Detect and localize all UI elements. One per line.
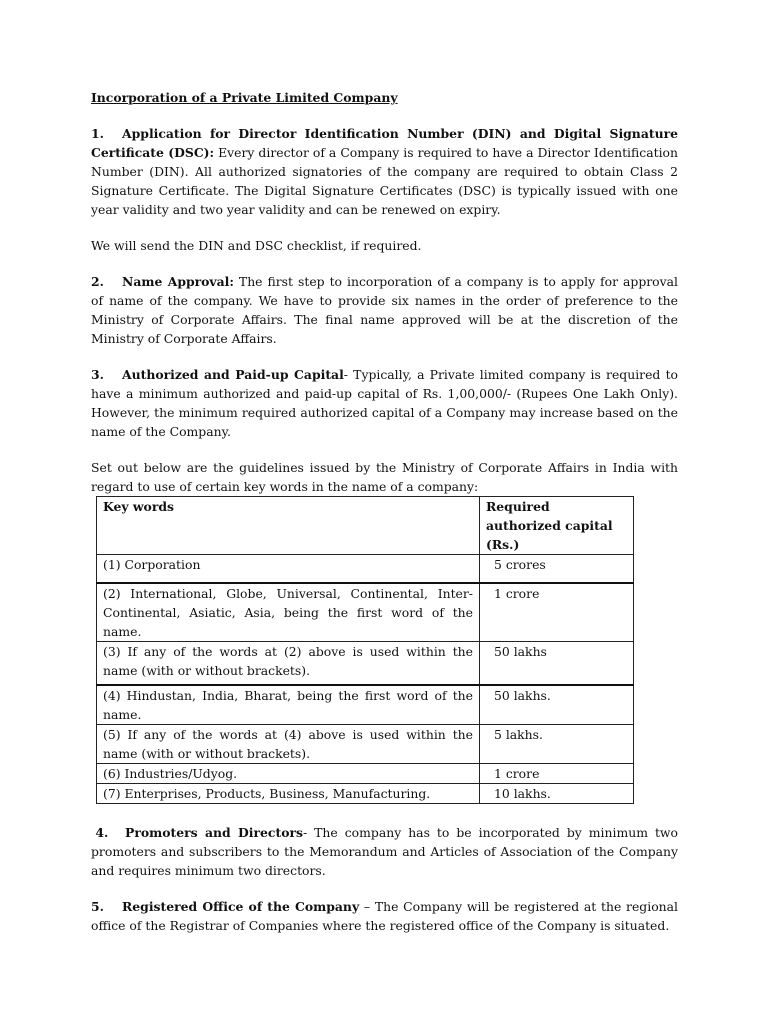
section-text: The first step to incorporation of a company is to apply for approval of name of the company. We have to provide six names in the order of preference to the Ministry of Corporate Affairs. The final name approved will be at the discretion of the Ministry of Corporate Affairs. xyxy=(91,274,678,346)
table-header-capital: Required authorized capital (Rs.) xyxy=(480,497,634,555)
section-heading: Registered Office of the Company xyxy=(122,899,360,914)
section-registered-office xyxy=(91,897,678,935)
table-row xyxy=(97,764,634,784)
table-header-row xyxy=(97,497,634,555)
section-text: - The company has to be incorporated by minimum two promoters and subscribers to the Memorandum and Articles of Association of the Company and requires minimum two directors. xyxy=(91,825,678,878)
section-text: - Typically, a Private limited company is required to have a minimum authorized and paid-up capital of Rs. 1,00,000/- (Rupees One Lakh Only). However, the minimum required authorized capital of a Company may increase based on the name of the Company. xyxy=(91,367,679,439)
table-cell-capital: 5 lakhs. xyxy=(480,725,634,764)
checklist-note: We will send the DIN and DSC checklist, if required. xyxy=(91,238,422,253)
section-din-dsc xyxy=(91,124,678,219)
section-number: 1. xyxy=(91,126,104,141)
table-header-keywords: Key words xyxy=(97,497,480,555)
document-body xyxy=(91,88,678,935)
section-heading: Name Approval: xyxy=(122,274,234,289)
table-row xyxy=(97,685,634,725)
table-row xyxy=(97,583,634,642)
section-capital xyxy=(91,365,678,441)
table-cell-keyword: (1) Corporation xyxy=(97,555,480,584)
guidelines-intro: Set out below are the guidelines issued by the Ministry of Corporate Affairs in India with regard to use of certain key words in the name of a company: xyxy=(91,460,678,494)
section-number: 2. xyxy=(91,274,104,289)
table-cell-keyword: (2) International, Globe, Universal, Continental, Inter-Continental, Asiatic, Asia, being the first word of the name. xyxy=(97,583,480,642)
table-cell-capital: 1 crore xyxy=(480,583,634,642)
table-cell-capital: 5 crores xyxy=(480,555,634,584)
section-number xyxy=(91,823,125,842)
table-cell-keyword: (5) If any of the words at (4) above is used within the name (with or without brackets). xyxy=(97,725,480,764)
table-cell-capital: 50 lakhs. xyxy=(480,685,634,725)
table-cell-keyword: (7) Enterprises, Products, Business, Manufacturing. xyxy=(97,784,480,804)
table-row xyxy=(97,642,634,686)
section-heading: Authorized and Paid-up Capital xyxy=(122,367,344,382)
section-heading: Promoters and Directors xyxy=(125,825,303,840)
document-title: Incorporation of a Private Limited Company xyxy=(91,90,398,105)
table-cell-capital: 50 lakhs xyxy=(480,642,634,686)
table-cell-capital: 1 crore xyxy=(480,764,634,784)
keywords-table xyxy=(96,496,634,804)
section-promoters xyxy=(91,823,678,880)
table-cell-keyword: (6) Industries/Udyog. xyxy=(97,764,480,784)
table-row xyxy=(97,725,634,764)
section-number: 5. xyxy=(91,899,104,914)
section-name-approval xyxy=(91,272,678,348)
section-text: – The Company will be registered at the regional office of the Registrar of Companies where the registered office of the Company is situated. xyxy=(91,899,678,933)
section-number-text: 4. xyxy=(95,825,109,840)
table-cell-keyword: (3) If any of the words at (2) above is used within the name (with or without brackets). xyxy=(97,642,480,686)
section-text: Every director of a Company is required to have a Director Identification Number (DIN). All authorized signatories of the company are required to obtain Class 2 Signature Certificate. The Digital Signature Certificates (DSC) is typically issued with one year validity and two year validity and can be renewed on expiry. xyxy=(91,145,678,217)
table-cell-keyword: (4) Hindustan, India, Bharat, being the first word of the name. xyxy=(97,685,480,725)
section-heading: Application for Director Identification Number (DIN) and Digital Signature Certificate (DSC): xyxy=(91,126,678,160)
section-number: 3. xyxy=(91,367,104,382)
table-cell-capital: 10 lakhs. xyxy=(480,784,634,804)
table-row xyxy=(97,784,634,804)
table-row xyxy=(97,555,634,584)
